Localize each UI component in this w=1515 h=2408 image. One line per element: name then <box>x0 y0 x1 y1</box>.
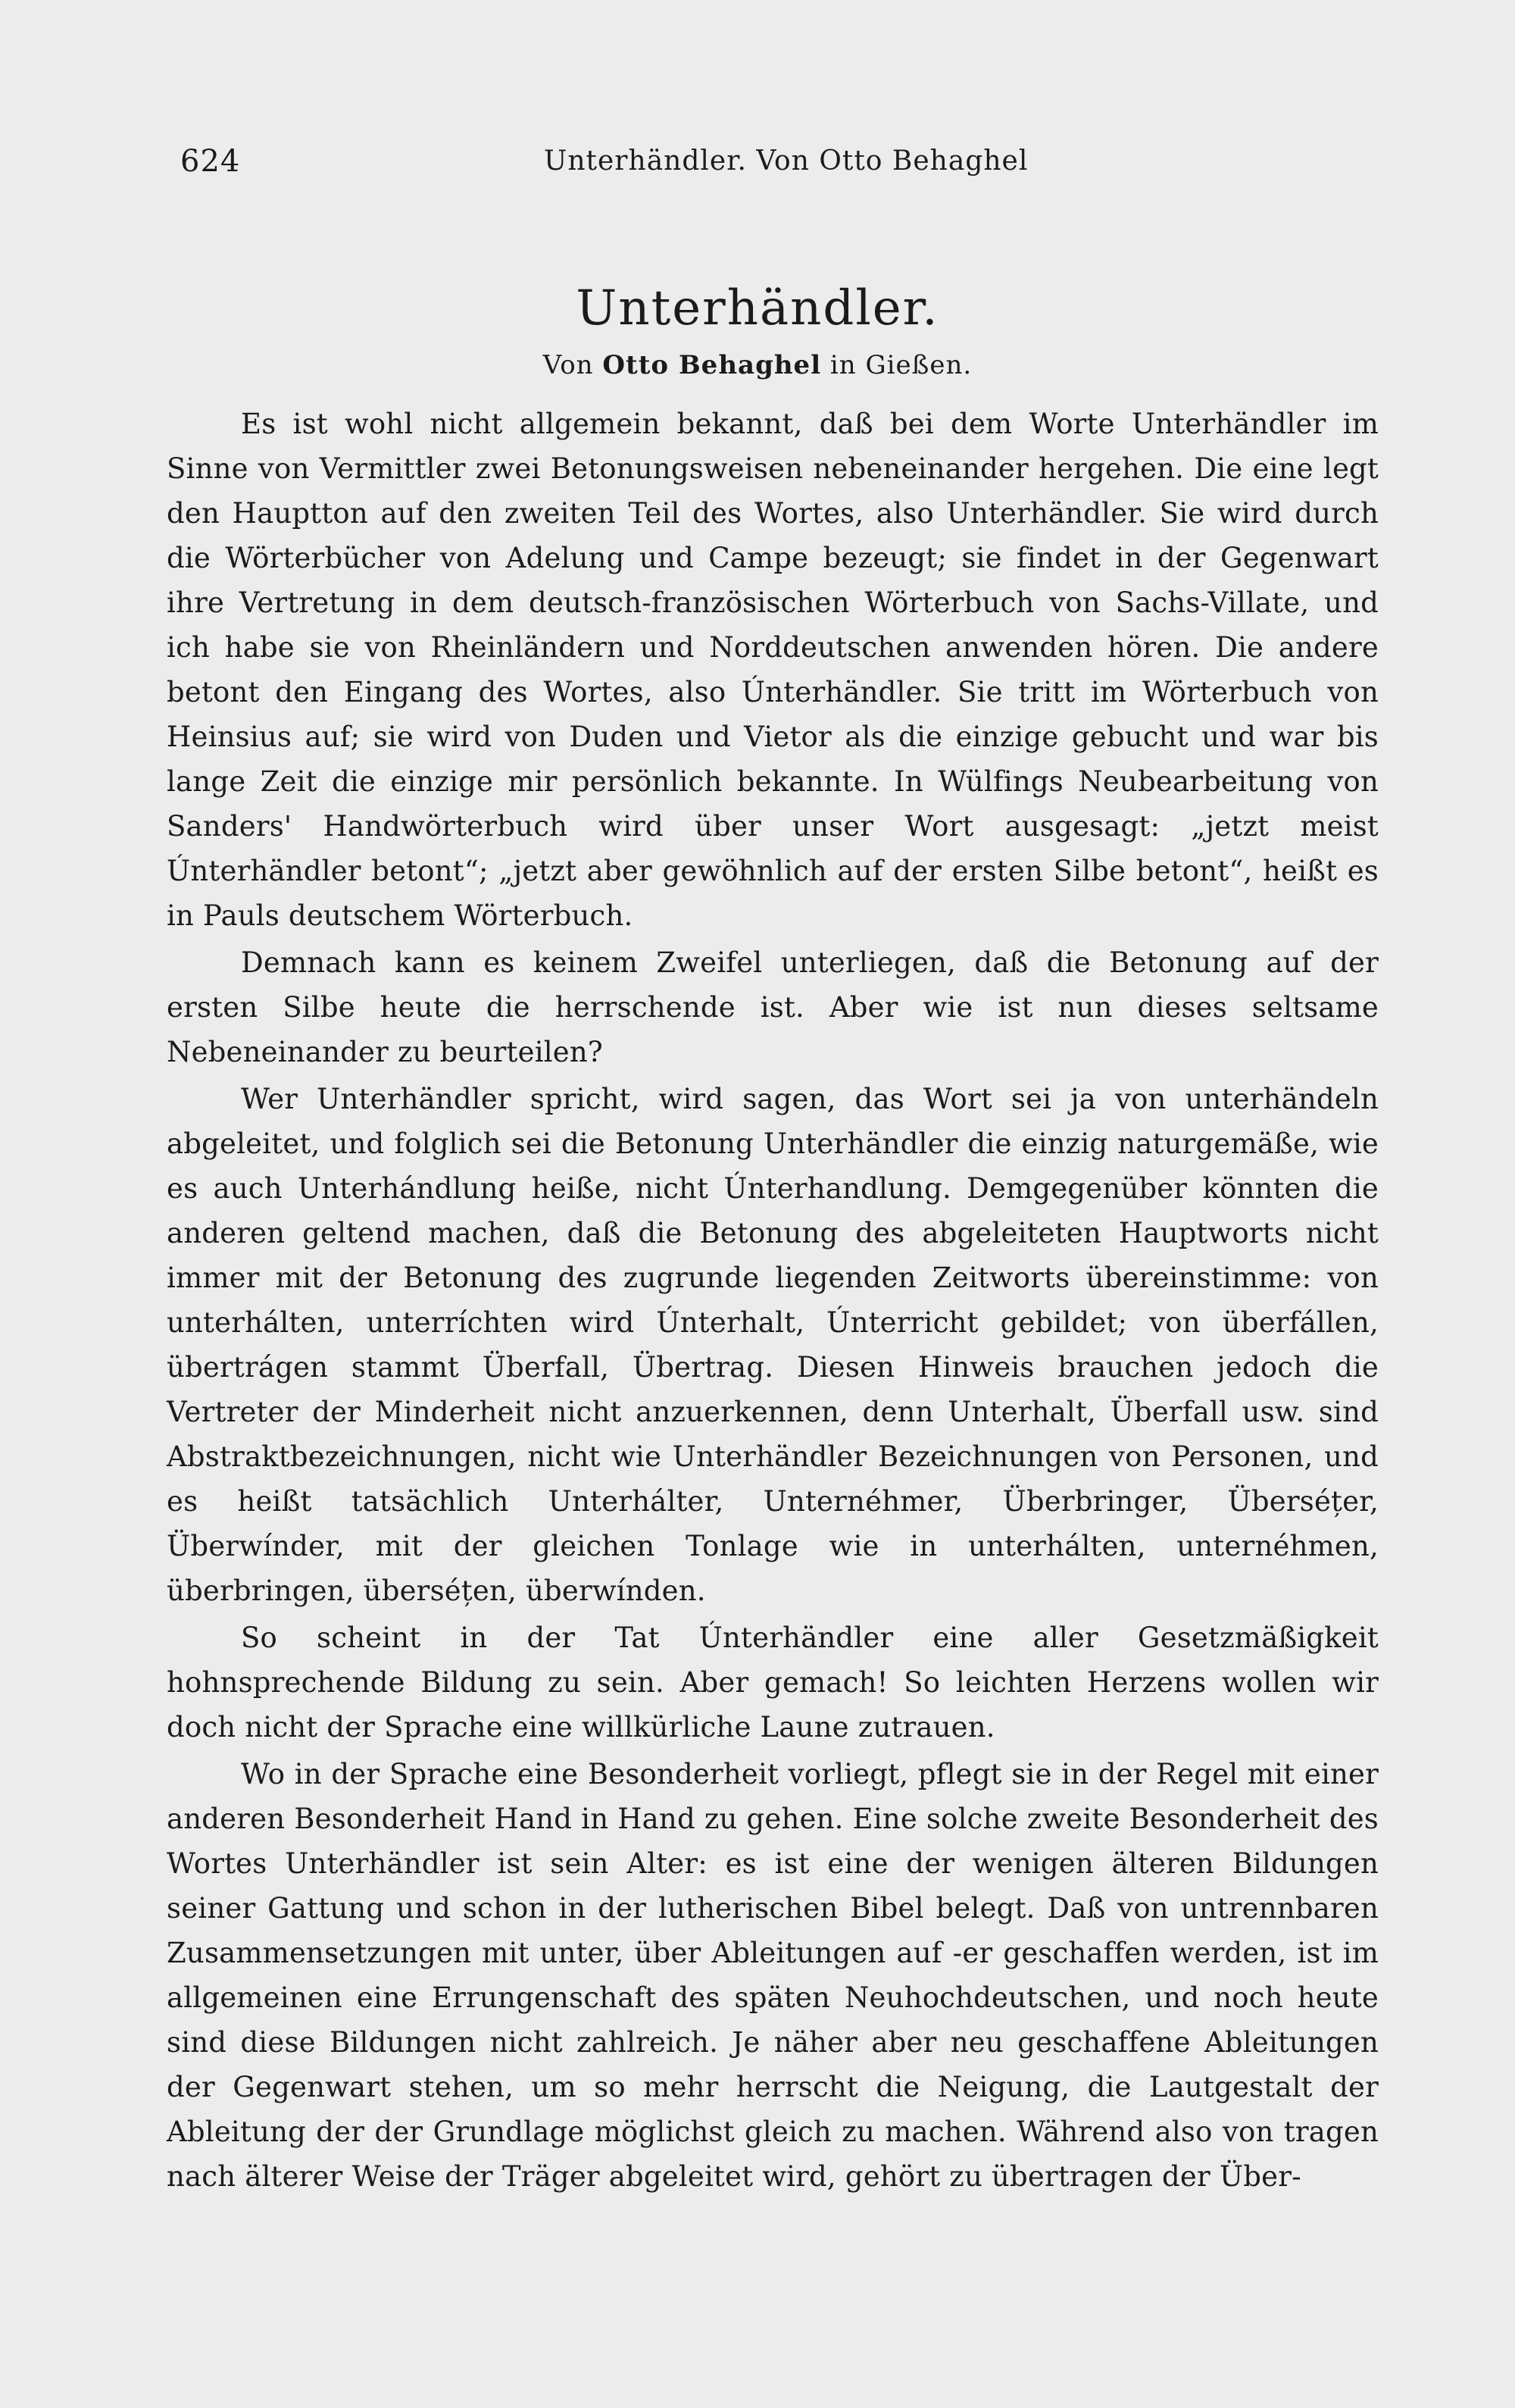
article-body <box>167 402 1379 2199</box>
article-title: Unterhändler. <box>576 280 939 336</box>
byline-prefix: Von <box>542 350 594 380</box>
paragraph: Wer Unterhändler spricht, wird sagen, das Wort sei ja von unterhändeln abgeleitet, und folglich sei die Betonung Unterhändler die einzig naturgemäße, wie es auch Unterhándlung heiße, nicht Únterhandlung. Demgegenüber könnten die anderen geltend machen, daß die Betonung des abgeleiteten Hauptworts nicht immer mit der Betonung des zugrunde liegenden Zeitworts übereinstimme: von unterhálten, unterríchten wird Únterhalt, Únterricht gebildet; von überfállen, übertrágen stammt Überfall, Übertrag. Diesen Hinweis brauchen jedoch die Vertreter der Minderheit nicht anzuerkennen, denn Unterhalt, Überfall usw. sind Abstraktbezeichnungen, nicht wie Unterhändler Bezeichnungen von Personen, und es heißt tatsächlich Unterhálter, Unternéhmer, Überbringer, Überséțer, Überwínder, mit der gleichen Tonlage wie in unterhálten, unternéhmen, überbringen, überséțen, überwínden. <box>167 1083 1379 1607</box>
paragraph: Es ist wohl nicht allgemein bekannt, daß bei dem Worte Unterhändler im Sinne von Vermittler zwei Betonungsweisen nebeneinander hergehen. Die eine legt den Hauptton auf den zweiten Teil des Wortes, also Unterhändler. Sie wird durch die Wörterbücher von Adelung und Campe bezeugt; sie findet in der Gegenwart ihre Vertretung in dem deutsch-französischen Wörterbuch von Sachs-Villate, und ich habe sie von Rheinländern und Norddeutschen anwenden hören. Die andere betont den Eingang des Wortes, also Únterhändler. Sie tritt im Wörterbuch von Heinsius auf; sie wird von Duden und Vietor als die einzige gebucht und war bis lange Zeit die einzige mir persönlich bekannte. In Wülfings Neubearbeitung von Sanders' Handwörterbuch wird über unser Wort ausgesagt: „jetzt meist Únterhändler betont“; „jetzt aber gewöhnlich auf der ersten Silbe betont“, heißt es in Pauls deutschem Wörterbuch. <box>167 408 1379 932</box>
author-name: Otto Behaghel <box>602 350 822 380</box>
paragraph: Wo in der Sprache eine Besonderheit vorliegt, pflegt sie in der Regel mit einer anderen Besonderheit Hand in Hand zu gehen. Eine solche zweite Besonderheit des Wortes Unterhändler ist sein Alter: es ist eine der wenigen älteren Bildungen seiner Gattung und schon in der lutherischen Bibel belegt. Daß von untrennbaren Zusammensetzungen mit unter, über Ableitungen auf -er geschaffen werden, ist im allgemeinen eine Errungenschaft des späten Neuhochdeutschen, und noch heute sind diese Bildungen nicht zahlreich. Je näher aber neu geschaffene Ableitungen der Gegenwart stehen, um so mehr herrscht die Neigung, die Lautgestalt der Ableitung der der Grundlage möglichst gleich zu machen. Während also von tragen nach älterer Weise der Träger abgeleitet wird, gehört zu übertragen der Über- <box>167 1758 1379 2193</box>
paragraph: So scheint in der Tat Únterhändler eine aller Gesetzmäßigkeit hohnsprechende Bildung zu sein. Aber gemach! So leichten Herzens wollen wir doch nicht der Sprache eine willkürliche Laune zutrauen. <box>167 1621 1379 1743</box>
page-number: 624 <box>180 144 241 179</box>
paragraph: Demnach kann es keinem Zweifel unterliegen, daß die Betonung auf der ersten Silbe heute die herrschende ist. Aber wie ist nun dieses seltsame Nebeneinander zu beurteilen? <box>167 946 1379 1068</box>
running-title: Unterhändler. Von Otto Behaghel <box>544 145 1029 177</box>
byline-suffix: in Gießen. <box>829 350 973 380</box>
running-head <box>180 144 1377 189</box>
byline <box>0 350 1515 380</box>
